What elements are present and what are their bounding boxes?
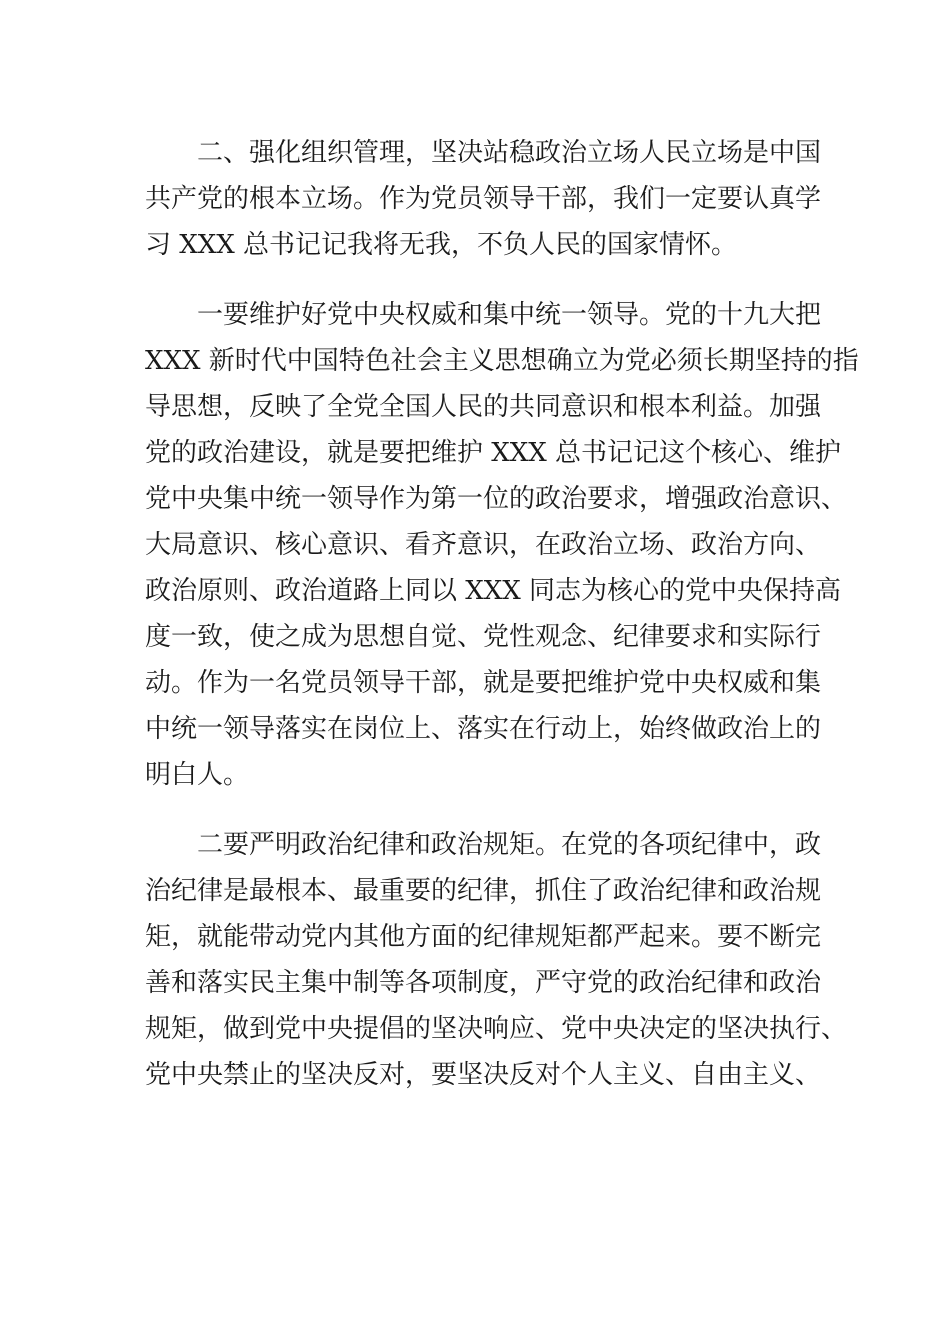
text-line: XXX 新时代中国特色社会主义思想确立为党必须长期坚持的指: [145, 346, 859, 376]
text-line: 善和落实民主集中制等各项制度，严守党的政治纪律和政治: [145, 968, 822, 998]
paragraph-2: [145, 292, 859, 798]
paragraph-3: [145, 822, 848, 1098]
document-body: [145, 130, 859, 1122]
text-line: 党中央禁止的坚决反对，要坚决反对个人主义、自由主义、: [145, 1060, 822, 1090]
text-line: 二、强化组织管理，坚决站稳政治立场人民立场是中国: [197, 138, 822, 168]
text-line: 治纪律是最根本、最重要的纪律，抓住了政治纪律和政治规: [145, 876, 822, 906]
text-line: 共产党的根本立场。作为党员领导干部，我们一定要认真学: [145, 184, 822, 214]
text-line: 政治原则、政治道路上同以 XXX 同志为核心的党中央保持高: [145, 576, 842, 606]
text-line: 度一致，使之成为思想自觉、党性观念、纪律要求和实际行: [145, 622, 822, 652]
text-line: 中统一领导落实在岗位上、落实在行动上，始终做政治上的: [145, 714, 822, 744]
text-line: 导思想，反映了全党全国人民的共同意识和根本利益。加强: [145, 392, 822, 422]
text-line: 党中央集中统一领导作为第一位的政治要求，增强政治意识、: [145, 484, 848, 514]
text-line: 一要维护好党中央权威和集中统一领导。党的十九大把: [197, 300, 822, 330]
text-line: 规矩，做到党中央提倡的坚决响应、党中央决定的坚决执行、: [145, 1014, 848, 1044]
paragraph-1: [145, 130, 822, 268]
text-line: 明白人。: [145, 760, 250, 790]
text-line: 党的政治建设，就是要把维护 XXX 总书记记这个核心、维护: [145, 438, 842, 468]
text-line: 动。作为一名党员领导干部，就是要把维护党中央权威和集: [145, 668, 822, 698]
text-line: 习 XXX 总书记记我将无我，不负人民的国家情怀。: [145, 230, 738, 260]
text-line: 矩，就能带动党内其他方面的纪律规矩都严起来。要不断完: [145, 922, 822, 952]
text-line: 二要严明政治纪律和政治规矩。在党的各项纪律中，政: [197, 830, 822, 860]
text-line: 大局意识、核心意识、看齐意识，在政治立场、政治方向、: [145, 530, 822, 560]
